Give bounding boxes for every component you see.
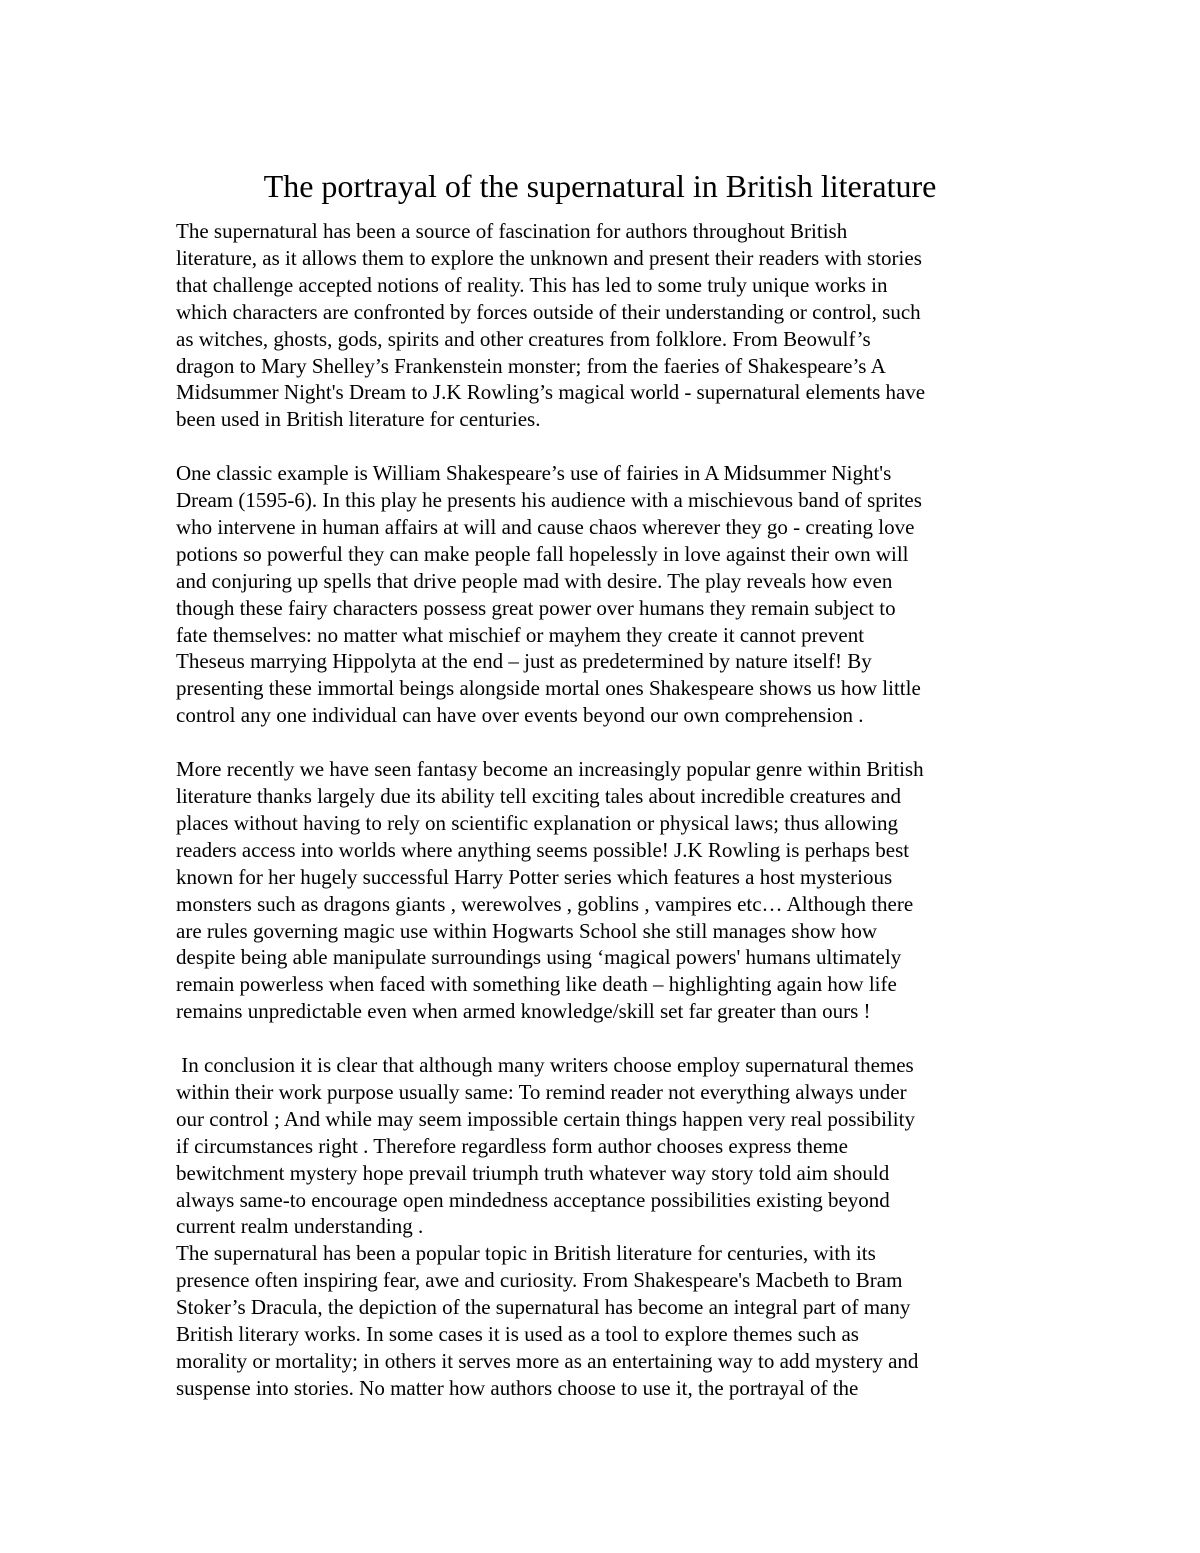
text-line: and conjuring up spells that drive people mad with desire. The play reveals how even <box>176 568 893 593</box>
text-line: who intervene in human affairs at will and cause chaos wherever they go - creating love <box>176 514 915 539</box>
text-line: fate themselves: no matter what mischief or mayhem they create it cannot prevent <box>176 622 865 647</box>
text-line: despite being able manipulate surroundings using ‘magical powers' humans ultimately <box>176 945 902 970</box>
paragraph-5 <box>176 1240 1036 1401</box>
text-line: always same-to encourage open mindedness acceptance possibilities existing beyond <box>176 1187 890 1212</box>
text-line: suspense into stories. No matter how authors choose to use it, the portrayal of the <box>176 1375 859 1400</box>
paragraph-4 <box>176 1052 1036 1240</box>
document-title: The portrayal of the supernatural in British literature <box>263 168 937 204</box>
text-line: In conclusion it is clear that although many writers choose employ supernatural themes <box>176 1053 914 1078</box>
text-line: The supernatural has been a popular topic in British literature for centuries, with its <box>176 1241 876 1266</box>
text-line: More recently we have seen fantasy become an increasingly popular genre within British <box>176 757 924 782</box>
text-line: within their work purpose usually same: To remind reader not everything always under <box>176 1079 907 1104</box>
text-line: that challenge accepted notions of reality. This has led to some truly unique works in <box>176 272 888 297</box>
text-line: places without having to rely on scientific explanation or physical laws; thus allowing <box>176 810 899 835</box>
paragraph-spacer <box>176 729 1036 756</box>
paragraph-spacer <box>176 433 1036 460</box>
text-line: which characters are confronted by forces outside of their understanding or control, such <box>176 299 921 324</box>
text-line: potions so powerful they can make people fall hopelessly in love against their own will <box>176 541 909 566</box>
text-line: if circumstances right . Therefore regardless form author chooses express theme <box>176 1133 848 1158</box>
text-line: literature thanks largely due its ability tell exciting tales about incredible creatures and <box>176 784 902 808</box>
text-line: been used in British literature for centuries. <box>176 407 541 432</box>
text-line: presenting these immortal beings alongside mortal ones Shakespeare shows us how little <box>176 676 921 701</box>
text-line: Stoker’s Dracula, the depiction of the supernatural has become an integral part of many <box>176 1295 911 1320</box>
text-line: literature, as it allows them to explore the unknown and present their readers with stories <box>176 245 922 270</box>
text-line: remain powerless when faced with something like death – highlighting again how life <box>176 972 897 997</box>
text-line: presence often inspiring fear, awe and curiosity. From Shakespeare's Macbeth to Bram <box>176 1268 903 1293</box>
text-line: current realm understanding . <box>176 1214 424 1239</box>
text-line: British literary works. In some cases it is used as a tool to explore themes such as <box>176 1322 859 1347</box>
text-line: are rules governing magic use within Hogwarts School she still manages show how <box>176 918 878 943</box>
document-body <box>176 218 1036 1402</box>
text-line: though these fairy characters possess great power over humans they remain subject to <box>176 595 896 620</box>
text-line: as witches, ghosts, gods, spirits and other creatures from folklore. From Beowulf’s <box>176 326 871 351</box>
text-line: Midsummer Night's Dream to J.K Rowling’s magical world - supernatural elements have <box>176 380 926 405</box>
text-line: Dream (1595-6). In this play he presents his audience with a mischievous band of sprites <box>176 488 922 513</box>
text-line: morality or mortality; in others it serves more as an entertaining way to add mystery and <box>176 1349 919 1374</box>
text-line: readers access into worlds where anything seems possible! J.K Rowling is perhaps best <box>176 837 910 862</box>
text-line: control any one individual can have over events beyond our own comprehension . <box>176 703 864 728</box>
text-line: bewitchment mystery hope prevail triumph truth whatever way story told aim should <box>176 1160 890 1185</box>
text-line: monsters such as dragons giants , werewolves , goblins , vampires etc… Although there <box>176 891 914 916</box>
text-line: dragon to Mary Shelley’s Frankenstein monster; from the faeries of Shakespeare’s A <box>176 353 886 378</box>
paragraph-3 <box>176 756 1036 1025</box>
text-line: remains unpredictable even when armed knowledge/skill set far greater than ours ! <box>176 999 871 1024</box>
text-line: One classic example is William Shakespeare’s use of fairies in A Midsummer Night's <box>176 461 892 486</box>
text-line: Theseus marrying Hippolyta at the end – just as predetermined by nature itself! By <box>176 649 872 674</box>
paragraph-spacer <box>176 1025 1036 1052</box>
paragraph-1 <box>176 218 1036 433</box>
paragraph-2 <box>176 460 1036 729</box>
text-line: known for her hugely successful Harry Potter series which features a host mysterious <box>176 864 893 889</box>
text-line: our control ; And while may seem impossible certain things happen very real possibility <box>176 1106 915 1131</box>
text-line: The supernatural has been a source of fascination for authors throughout British <box>176 219 848 243</box>
